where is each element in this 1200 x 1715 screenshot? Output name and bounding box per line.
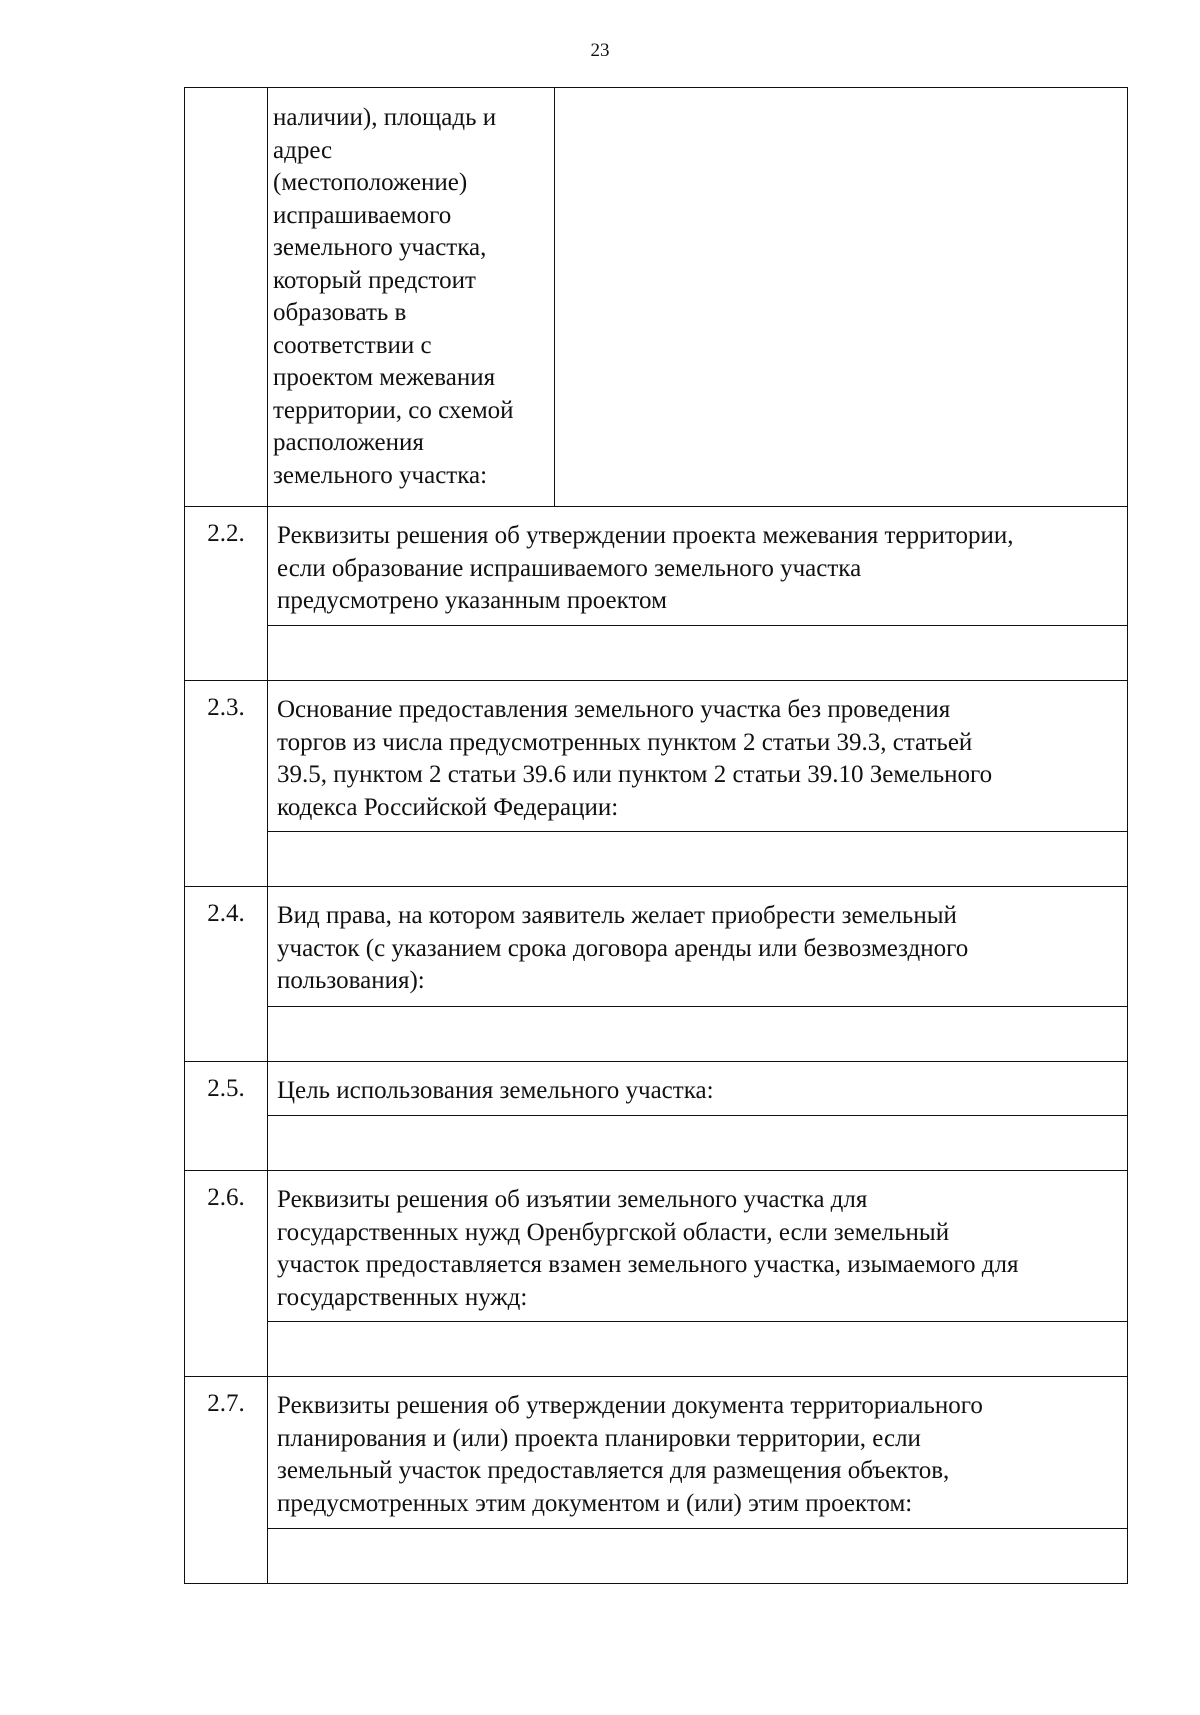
item-2-4-text	[277, 900, 1117, 998]
text-line: предусмотренных этим документом и (или) этим проектом:	[277, 1489, 913, 1517]
item-2-7-text	[277, 1390, 1117, 1520]
item-2-4-answer-field[interactable]	[269, 1008, 1125, 1058]
item-2-3-answer-field[interactable]	[269, 833, 1125, 883]
answer-separator	[267, 625, 1127, 626]
land-plot-area-address-label	[273, 102, 533, 502]
row-separator	[185, 506, 1127, 507]
text-line: Реквизиты решения об утверждении документа территориального	[277, 1392, 983, 1419]
text-line: участок предоставляется взамен земельного участка, изымаемого для	[277, 1251, 1019, 1278]
item-2-6-text	[277, 1184, 1117, 1314]
label-line: проектом межевания	[273, 364, 496, 391]
item-number: 2.5.	[207, 1075, 245, 1102]
text-line: пользования):	[277, 967, 425, 994]
label-line: образовать в	[273, 299, 407, 326]
item-2-2-text	[277, 520, 1117, 618]
label-line: земельного участка:	[273, 461, 488, 489]
text-line: Основание предоставления земельного участка без проведения	[277, 696, 951, 723]
text-line: предусмотрено указанным проектом	[277, 587, 667, 614]
item-number: 2.7.	[207, 1390, 245, 1417]
label-line: который предстоит	[273, 266, 476, 294]
text-line: торгов из числа предусмотренных пунктом 2 статьи 39.3, статьей	[277, 728, 973, 756]
label-line: испрашиваемого	[273, 201, 452, 229]
label-line: наличии), площадь и	[273, 104, 497, 131]
item-number: 2.6.	[207, 1184, 245, 1211]
text-line: если образование испрашиваемого земельного участка	[277, 554, 862, 582]
page-number: 23	[590, 40, 610, 61]
text-line: участок (с указанием срока договора аренды или безвозмездного	[277, 934, 969, 962]
land-plot-area-address-field[interactable]	[556, 88, 1125, 504]
label-line: расположения	[273, 429, 424, 456]
item-2-7-answer-field[interactable]	[269, 1530, 1125, 1580]
text-line: Реквизиты решения об изъятии земельного участка для	[277, 1186, 868, 1213]
row-separator	[185, 886, 1127, 887]
item-2-2-answer-field[interactable]	[269, 627, 1125, 677]
item-number: 2.2.	[207, 520, 245, 547]
text-line: государственных нужд:	[277, 1283, 528, 1311]
text-line: государственных нужд Оренбургской области, если земельный	[277, 1218, 950, 1246]
item-2-3-text	[277, 694, 1117, 824]
label-line: земельного участка,	[273, 234, 487, 261]
answer-separator	[267, 831, 1127, 832]
answer-separator	[267, 1321, 1127, 1322]
label-line: территории, со схемой	[273, 396, 514, 424]
label-line: (местоположение)	[273, 169, 468, 196]
row-separator	[185, 1061, 1127, 1062]
top-row-divider	[554, 88, 555, 506]
number-column-divider	[267, 88, 268, 1583]
answer-separator	[267, 1115, 1127, 1116]
text-line: Цель использования земельного участка:	[277, 1077, 714, 1104]
row-separator	[185, 1376, 1127, 1377]
label-line: адрес	[273, 136, 333, 164]
item-2-6-answer-field[interactable]	[269, 1323, 1125, 1373]
item-2-5-text	[277, 1075, 1117, 1108]
item-number: 2.3.	[207, 694, 245, 721]
label-line: соответствии с	[273, 331, 432, 359]
application-form-table	[184, 87, 1128, 1584]
text-line: кодекса Российской Федерации:	[277, 793, 619, 821]
answer-separator	[267, 1006, 1127, 1007]
row-separator	[185, 1170, 1127, 1171]
text-line: 39.5, пунктом 2 статьи 39.6 или пунктом 2 статьи 39.10 Земельного	[277, 761, 993, 788]
text-line: планирования и (или) проекта планировки территории, если	[277, 1424, 921, 1452]
row-separator	[185, 680, 1127, 681]
text-line: Реквизиты решения об утверждении проекта межевания территории,	[277, 522, 1014, 549]
answer-separator	[267, 1528, 1127, 1529]
text-line: Вид права, на котором заявитель желает приобрести земельный	[277, 902, 957, 929]
item-number: 2.4.	[207, 900, 245, 927]
item-2-5-answer-field[interactable]	[269, 1117, 1125, 1167]
text-line: земельный участок предоставляется для размещения объектов,	[277, 1457, 950, 1484]
